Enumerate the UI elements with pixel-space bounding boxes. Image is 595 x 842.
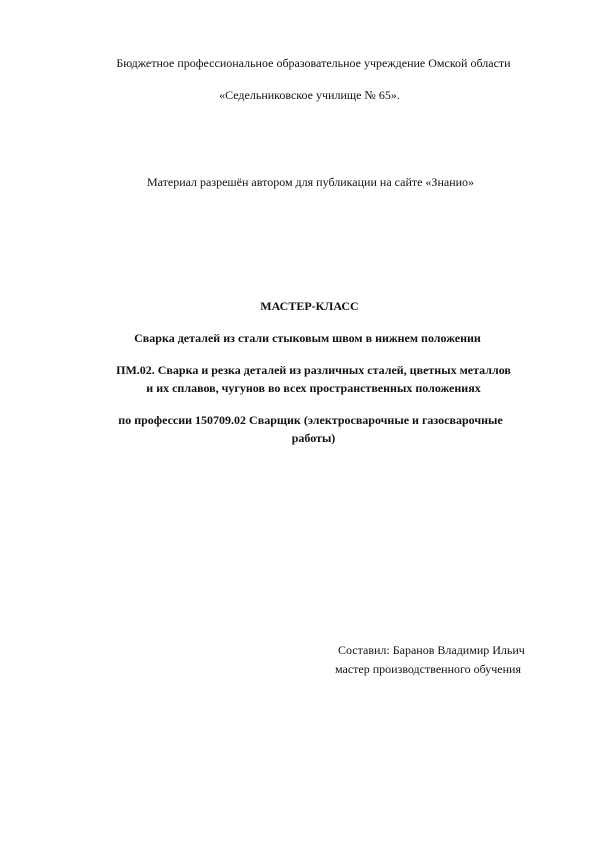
- author-name: Составил: Баранов Владимир Ильич: [338, 643, 525, 657]
- author-position: мастер производственного обучения: [335, 662, 521, 676]
- institution-name-line-2: «Седельниковское училище № 65».: [219, 88, 400, 102]
- institution-name-line-1: Бюджетное профессиональное образовательное учреждение Омской области: [116, 56, 511, 70]
- document-title: МАСТЕР-КЛАСС: [260, 299, 359, 313]
- profession-line-1: по профессии 150709.02 Сварщик (электросварочные и газосварочные: [118, 413, 503, 427]
- module-description-line-2: и их сплавов, чугунов во всех пространственных положениях: [146, 381, 481, 395]
- profession-line-2: работы): [291, 431, 336, 445]
- document-subtitle: Сварка деталей из стали стыковым швом в нижнем положении: [134, 331, 481, 345]
- publication-permission-note: Материал разрешён автором для публикации на сайте «Знанио»: [146, 175, 475, 189]
- module-description-line-1: ПМ.02. Сварка и резка деталей из различных сталей, цветных металлов: [116, 363, 511, 377]
- author-block: [335, 641, 565, 679]
